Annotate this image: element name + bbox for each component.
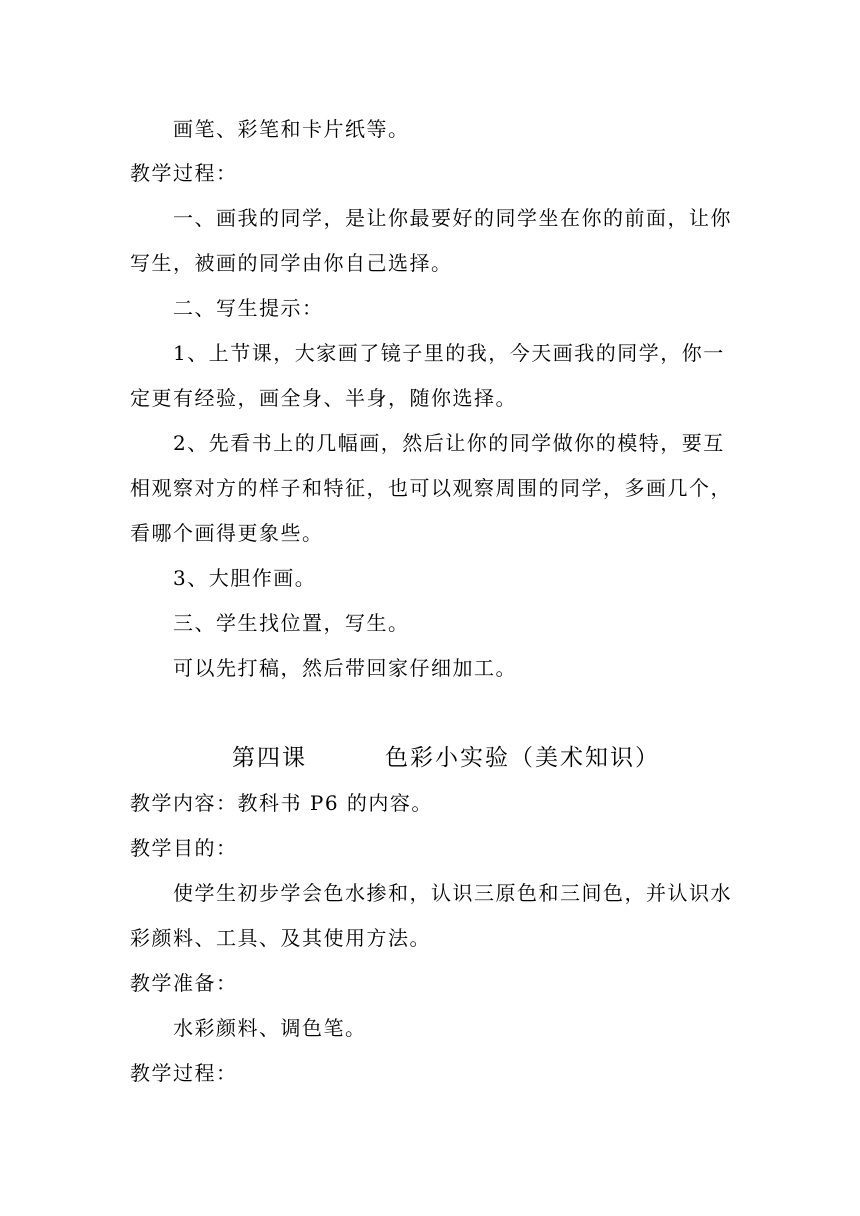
text-line: 三、学生找位置，写生。 <box>173 611 410 635</box>
text-line: 水彩颜料、调色笔。 <box>173 1016 367 1040</box>
text-line: 一、画我的同学，是让你最要好的同学坐在你的前面，让你 <box>173 206 732 230</box>
lesson-number: 第四课 <box>232 745 307 771</box>
text-line: 二、写生提示： <box>173 296 324 320</box>
text-line: 3、大胆作画。 <box>173 566 317 590</box>
text-line: 1、上节课，大家画了镜子里的我，今天画我的同学，你一 <box>173 341 725 365</box>
text-line: 画笔、彩笔和卡片纸等。 <box>173 117 410 141</box>
text-line: 彩颜料、工具、及其使用方法。 <box>130 926 431 950</box>
section-heading: 教学准备： <box>130 971 238 995</box>
section-heading: 教学过程： <box>130 161 238 185</box>
lesson-title <box>232 742 660 774</box>
text-line: 可以先打稿，然后带回家仔细加工。 <box>173 656 517 680</box>
text-line: 看哪个画得更象些。 <box>130 521 324 545</box>
text-line: 相观察对方的样子和特征，也可以观察周围的同学，多画几个， <box>130 476 732 500</box>
text-line: 写生，被画的同学由你自己选择。 <box>130 251 453 275</box>
text-line: 教学内容：教科书 P6 的内容。 <box>130 791 433 815</box>
text-line: 使学生初步学会色水掺和，认识三原色和三间色，并认识水 <box>173 881 732 905</box>
lesson-name: 色彩小实验（美术知识） <box>385 745 660 771</box>
section-heading: 教学目的： <box>130 836 238 860</box>
text-line: 定更有经验，画全身、半身，随你选择。 <box>130 386 517 410</box>
text-line: 2、先看书上的几幅画，然后让你的同学做你的模特，要互 <box>173 431 725 455</box>
section-heading: 教学过程： <box>130 1061 238 1085</box>
